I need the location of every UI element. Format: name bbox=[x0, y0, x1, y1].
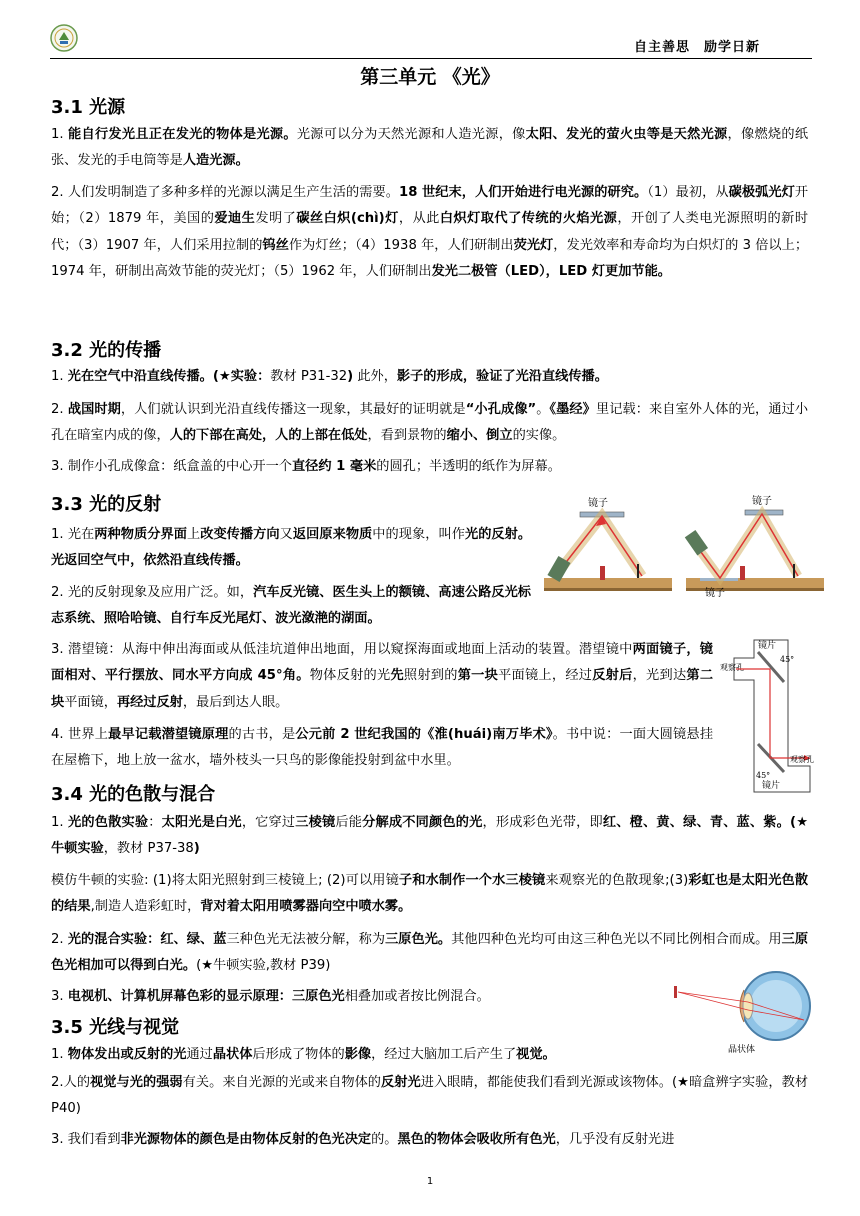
para-3-4-2: 模仿牛顿的实验: (1)将太阳光照射到三棱镜上; (2)可以用镜子和水制作一个水三棱镜来观察光的色散现象;(3)彩虹也是太阳光色散的结果,制造人造彩虹时，背对着太阳用喷雾器向空中喷水雾。 bbox=[51, 873, 809, 915]
mirror-label-right: 镜子 bbox=[752, 496, 772, 507]
section-heading-3-1: 3.1 光源 bbox=[51, 97, 126, 118]
school-logo bbox=[50, 24, 78, 52]
section-heading-3-5: 3.5 光线与视觉 bbox=[51, 1017, 180, 1038]
section-heading-3-3: 3.3 光的反射 bbox=[51, 494, 162, 515]
angle-bottom-label: 45° bbox=[756, 771, 771, 780]
periscope-bottom-mirror-label: 镜片 bbox=[762, 781, 781, 791]
para-3-1-2: 2. 人们发明制造了多种多样的光源以满足生产生活的需要。18 世纪末，人们开始进行电光源的研究。（1）最初，从碳极弧光灯开始；（2）1879 年，美国的爱迪生发明了碳丝白炽(chì)灯，从此白炽灯取代了传统的火焰光源，开创了人类电光源照明的新时代；（3）1907 年，人们采用拉制的钨丝作为灯丝；（4）1938 年，人们研制出荧光灯，发光效率和寿命均为白炽灯的 3 倍以上；1974 年，研制出高效节能的荧光灯；（5）1962 年，人们研制出发光二极管（LED），LED 灯更加节能。 bbox=[51, 185, 809, 279]
lens-label: 晶状体 bbox=[728, 1045, 756, 1055]
para-3-4-1: 1. 光的色散实验：太阳光是白光，它穿过三棱镜后能分解成不同颜色的光，形成彩色光带，即红、橙、黄、绿、青、蓝、紫。(★牛顿实验，教材 P37-38) bbox=[51, 815, 809, 857]
reflection-experiment-figure bbox=[540, 492, 830, 602]
eye-diagram bbox=[672, 968, 822, 1058]
section-heading-3-4: 3.4 光的色散与混合 bbox=[51, 784, 216, 805]
header-motto: 自主善思 励学日新 bbox=[633, 40, 760, 55]
page-number: 1 bbox=[426, 1176, 434, 1187]
observation-hole-bottom-label: 观察孔 bbox=[790, 755, 814, 764]
para-3-4-3: 2. 光的混合实验：红、绿、蓝三种色光无法被分解，称为三原色光。其他四种色光均可由这三种色光以不同比例相合而成。用三原色光相加可以得到白光。(★牛顿实验,教材 P39) bbox=[51, 932, 809, 974]
para-3-5-1: 1. 物体发出或反射的光通过晶状体后形成了物体的影像，经过大脑加工后产生了视觉。 bbox=[51, 1047, 556, 1062]
para-3-4-4: 3. 电视机、计算机屏幕色彩的显示原理：三原色光相叠加或者按比例混合。 bbox=[51, 989, 490, 1004]
mirror-label-left: 镜子 bbox=[588, 498, 608, 509]
section-heading-3-2: 3.2 光的传播 bbox=[51, 340, 162, 361]
observation-hole-top-label: 观察孔 bbox=[720, 663, 744, 672]
para-3-3-2: 2. 光的反射现象及应用广泛。如，汽车反光镜、医生头上的额镜、高速公路反光标志系统、照哈哈镜、自行车反光尾灯、波光潋滟的湖面。 bbox=[51, 585, 531, 627]
mirror-label-bottom: 镜子 bbox=[705, 588, 725, 599]
para-3-5-3: 3. 我们看到非光源物体的颜色是由物体反射的色光决定的。黑色的物体会吸收所有色光，几乎没有反射光进 bbox=[51, 1132, 675, 1147]
para-3-3-3: 3. 潜望镜：从海中伸出海面或从低洼坑道伸出地面，用以窥探海面或地面上活动的装置。潜望镜中两面镜子，镜面相对、平行摆放、同水平方向成 45°角。物体反射的光先照射到的第一块平面镜上，经过反射后，光到达第二块平面镜，再经过反射，最后到达人眼。 bbox=[51, 642, 714, 710]
header-rule bbox=[50, 58, 812, 59]
para-3-1-1: 1. 能自行发光且正在发光的物体是光源。光源可以分为天然光源和人造光源，像太阳、发光的萤火虫等是天然光源，像燃烧的纸张、发光的手电筒等是人造光源。 bbox=[51, 127, 809, 169]
periscope-top-mirror-label: 镜片 bbox=[758, 641, 777, 651]
para-3-5-2: 2.人的视觉与光的强弱有关。来自光源的光或来自物体的反射光进入眼睛，都能使我们看到光源或该物体。(★暗盒辨字实验，教材 P40) bbox=[51, 1075, 809, 1117]
periscope-diagram bbox=[718, 636, 818, 794]
page-title: 第三单元 《光》 bbox=[360, 66, 500, 88]
para-3-2-1: 1. 光在空气中沿直线传播。(★实验：教材 P31-32) 此外，影子的形成，验证了光沿直线传播。 bbox=[51, 369, 608, 384]
angle-top-label: 45° bbox=[780, 655, 795, 664]
para-3-3-4: 4. 世界上最早记载潜望镜原理的古书，是公元前 2 世纪我国的《淮(huái)南万毕术》。书中说：一面大圆镜悬挂在屋檐下，地上放一盆水，墙外枝头一只鸟的影像能投射到盆中水里。 bbox=[51, 727, 714, 769]
para-3-2-2: 2. 战国时期，人们就认识到光沿直线传播这一现象，其最好的证明就是“小孔成像”。《墨经》里记载：来自室外人体的光，通过小孔在暗室内成的像，人的下部在高处，人的上部在低处，看到景物的缩小、倒立的实像。 bbox=[51, 402, 809, 444]
para-3-3-1: 1. 光在两种物质分界面上改变传播方向又返回原来物质中的现象，叫作光的反射。光返回空气中，依然沿直线传播。 bbox=[51, 527, 532, 569]
para-3-2-3: 3. 制作小孔成像盒：纸盒盖的中心开一个直径约 1 毫米的圆孔；半透明的纸作为屏幕。 bbox=[51, 459, 561, 474]
